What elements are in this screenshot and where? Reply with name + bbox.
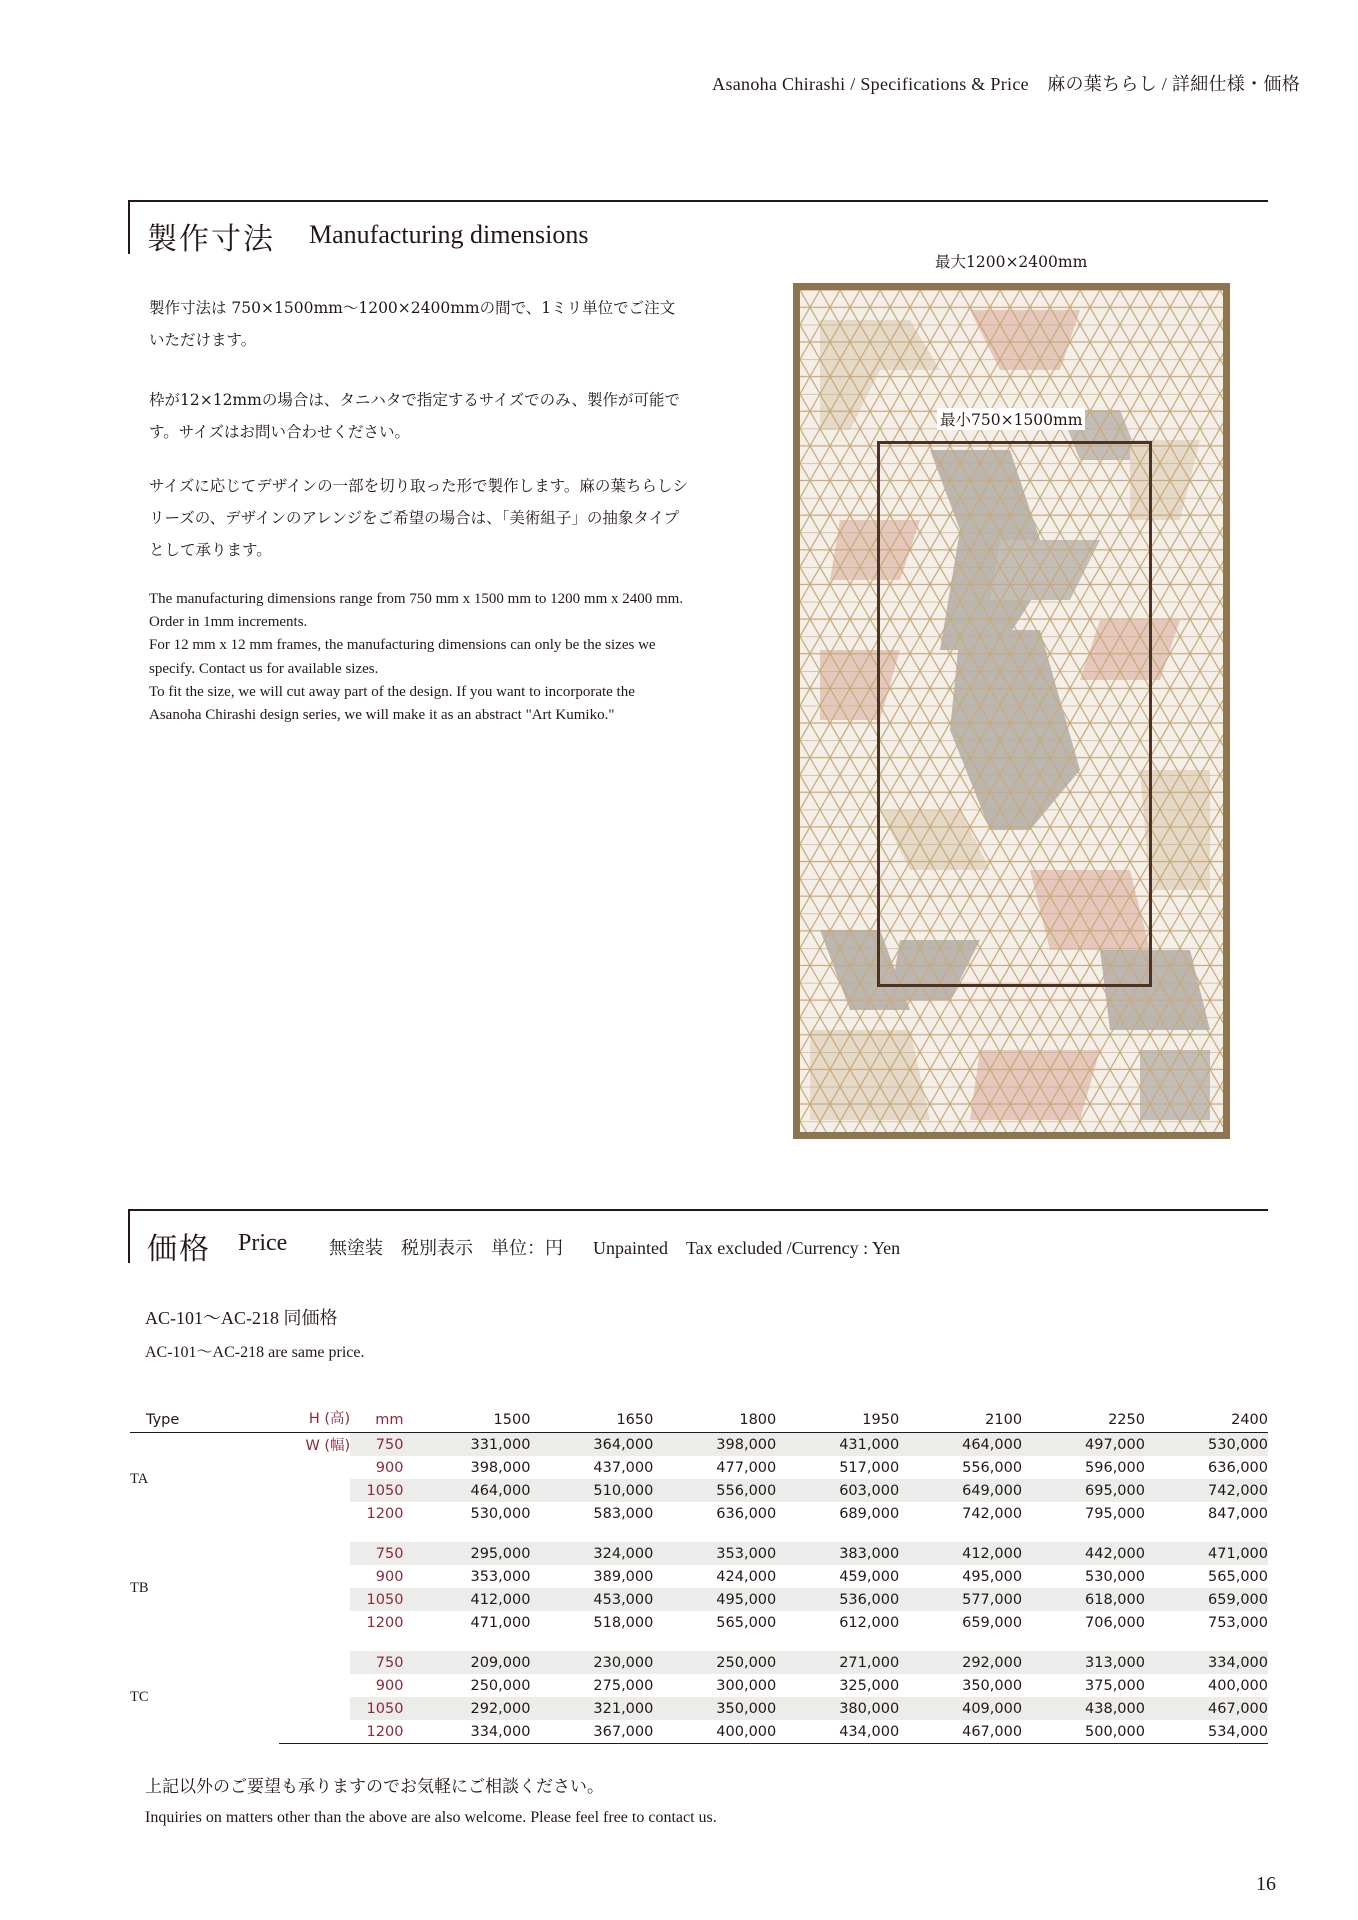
- group-spacer: [130, 1634, 1268, 1651]
- price-cell: 292,000: [899, 1651, 1022, 1674]
- footer-note-jp: 上記以外のご要望も承りますのでお気軽にご相談ください。: [145, 1777, 604, 1797]
- table-row: [130, 1651, 1268, 1674]
- price-cell: 389,000: [593, 1568, 654, 1585]
- price-cell: 325,000: [839, 1677, 900, 1694]
- price-cell: 753,000: [1208, 1614, 1268, 1631]
- price-cell: 510,000: [530, 1479, 653, 1502]
- width-value: 900: [375, 1568, 404, 1585]
- price-cell: 350,000: [962, 1677, 1023, 1694]
- height-header: 2250: [1022, 1398, 1145, 1433]
- price-cell: 556,000: [962, 1459, 1023, 1476]
- price-cell: 464,000: [899, 1433, 1022, 1457]
- dimensions-paragraph-3: サイズに応じてデザインの一部を切り取った形で製作します。麻の葉ちらしシリーズの、デザインのアレンジをご希望の場合は、「美術組子」の抽象タイプとして承ります。: [149, 477, 688, 559]
- price-cell: 250,000: [470, 1677, 531, 1694]
- price-cell: 795,000: [1085, 1505, 1145, 1522]
- price-title-en: Price: [238, 1230, 288, 1256]
- price-cell: 313,000: [1022, 1651, 1145, 1674]
- width-label-empty: [279, 1697, 351, 1720]
- type-label: TB: [130, 1579, 149, 1596]
- price-cell: 321,000: [530, 1697, 653, 1720]
- width-label-empty: [279, 1720, 351, 1744]
- width-label-empty: [279, 1565, 351, 1588]
- height-header: 1950: [776, 1398, 899, 1433]
- price-cell: 577,000: [899, 1588, 1022, 1611]
- price-cell: 649,000: [899, 1479, 1022, 1502]
- footer-note-en: Inquiries on matters other than the above are also welcome. Please feel free to contact us.: [145, 1809, 717, 1826]
- width-label-empty: [279, 1611, 351, 1634]
- price-cell: 530,000: [470, 1505, 531, 1522]
- price-cell: 659,000: [962, 1614, 1023, 1631]
- price-table-body: [130, 1433, 1268, 1744]
- min-size-label: 最小750×1500mm: [937, 408, 1085, 430]
- width-value: 750: [350, 1433, 403, 1457]
- height-header: 1650: [530, 1398, 653, 1433]
- price-cell: 583,000: [593, 1505, 654, 1522]
- price-cell: 565,000: [716, 1614, 777, 1631]
- table-row: [130, 1456, 1268, 1479]
- price-cell: 603,000: [776, 1479, 899, 1502]
- width-label-empty: [279, 1456, 351, 1479]
- table-row: [130, 1433, 1268, 1457]
- price-cell: 250,000: [653, 1651, 776, 1674]
- price-cell: 636,000: [1208, 1459, 1268, 1476]
- price-cell: 636,000: [716, 1505, 777, 1522]
- price-cell: 364,000: [530, 1433, 653, 1457]
- width-value: 1050: [350, 1588, 403, 1611]
- price-cell: 530,000: [1145, 1433, 1268, 1457]
- width-label-empty: [279, 1651, 351, 1674]
- price-cell: 471,000: [1145, 1542, 1268, 1565]
- price-cell: 706,000: [1085, 1614, 1145, 1631]
- width-value: 900: [375, 1459, 404, 1476]
- width-label: W (幅): [305, 1438, 351, 1454]
- price-cell: 596,000: [1085, 1459, 1145, 1476]
- price-cell: 442,000: [1022, 1542, 1145, 1565]
- type-label: TA: [130, 1470, 149, 1487]
- page-header: Asanoha Chirashi / Specifications & Price 麻の葉ちらし / 詳細仕様・価格: [712, 74, 1300, 94]
- width-value: 750: [350, 1542, 403, 1565]
- width-label-empty: [279, 1479, 351, 1502]
- price-cell: 400,000: [653, 1720, 776, 1744]
- price-cell: 400,000: [1208, 1677, 1268, 1694]
- price-cell: 497,000: [1022, 1433, 1145, 1457]
- section-rule: [128, 1209, 1268, 1211]
- dimensions-paragraph-1: 製作寸法は 750×1500mm〜1200×2400mmの間で、1ミリ単位でご注文いただけます。: [149, 299, 676, 349]
- price-cell: 659,000: [1145, 1588, 1268, 1611]
- height-header: 2400: [1145, 1398, 1268, 1433]
- table-row: [130, 1674, 1268, 1697]
- price-cell: 334,000: [1145, 1651, 1268, 1674]
- price-cell: 438,000: [1022, 1697, 1145, 1720]
- price-cell: 230,000: [530, 1651, 653, 1674]
- table-row: [130, 1542, 1268, 1565]
- mm-label: mm: [350, 1398, 403, 1433]
- price-cell: 453,000: [530, 1588, 653, 1611]
- table-row: [130, 1697, 1268, 1720]
- table-row: [130, 1565, 1268, 1588]
- price-cell: 847,000: [1208, 1505, 1268, 1522]
- min-size-frame: [877, 441, 1152, 987]
- price-meta-en: Unpainted Tax excluded /Currency : Yen: [593, 1238, 901, 1258]
- price-cell: 353,000: [653, 1542, 776, 1565]
- price-cell: 434,000: [776, 1720, 899, 1744]
- price-cell: 467,000: [899, 1720, 1022, 1744]
- table-row: [130, 1611, 1268, 1634]
- price-cell: 565,000: [1208, 1568, 1268, 1585]
- price-cell: 495,000: [653, 1588, 776, 1611]
- width-value: 1200: [350, 1720, 403, 1744]
- price-cell: 536,000: [776, 1588, 899, 1611]
- type-header: Type: [130, 1398, 279, 1433]
- price-cell: 534,000: [1145, 1720, 1268, 1744]
- width-label-empty: [279, 1502, 351, 1525]
- price-cell: 324,000: [530, 1542, 653, 1565]
- price-cell: 556,000: [653, 1479, 776, 1502]
- height-header: 1500: [403, 1398, 530, 1433]
- price-cell: 618,000: [1022, 1588, 1145, 1611]
- width-label-empty: [279, 1542, 351, 1565]
- width-value: 900: [375, 1677, 404, 1694]
- price-cell: 412,000: [899, 1542, 1022, 1565]
- price-cell: 471,000: [470, 1614, 531, 1631]
- price-cell: 612,000: [839, 1614, 900, 1631]
- price-cell: 689,000: [839, 1505, 900, 1522]
- price-cell: 467,000: [1145, 1697, 1268, 1720]
- same-price-en: AC-101〜AC-218 are same price.: [145, 1344, 365, 1361]
- price-cell: 424,000: [716, 1568, 777, 1585]
- price-cell: 375,000: [1085, 1677, 1145, 1694]
- section-rule: [128, 200, 1268, 202]
- table-row: [130, 1502, 1268, 1525]
- price-table: [130, 1398, 1268, 1744]
- width-label-empty: [279, 1674, 351, 1697]
- height-header: 1800: [653, 1398, 776, 1433]
- price-cell: 464,000: [403, 1479, 530, 1502]
- price-cell: 353,000: [470, 1568, 531, 1585]
- type-label: TC: [130, 1688, 149, 1705]
- table-row: [130, 1588, 1268, 1611]
- price-cell: 742,000: [1145, 1479, 1268, 1502]
- table-header-row: [130, 1398, 1268, 1433]
- price-cell: 409,000: [899, 1697, 1022, 1720]
- width-value: 1200: [366, 1614, 404, 1631]
- price-cell: 271,000: [776, 1651, 899, 1674]
- width-label-empty: [279, 1588, 351, 1611]
- price-cell: 398,000: [653, 1433, 776, 1457]
- price-cell: 495,000: [962, 1568, 1023, 1585]
- section-tick: [128, 200, 130, 254]
- price-cell: 518,000: [593, 1614, 654, 1631]
- max-size-label: 最大1200×2400mm: [932, 250, 1090, 272]
- price-cell: 209,000: [403, 1651, 530, 1674]
- price-cell: 292,000: [403, 1697, 530, 1720]
- height-header: 2100: [899, 1398, 1022, 1433]
- price-cell: 695,000: [1022, 1479, 1145, 1502]
- height-label: H (高): [279, 1398, 351, 1433]
- price-cell: 437,000: [593, 1459, 654, 1476]
- price-cell: 300,000: [716, 1677, 777, 1694]
- dimensions-title-jp: 製作寸法: [147, 222, 275, 257]
- page-number: 16: [1256, 1873, 1276, 1895]
- price-cell: 398,000: [470, 1459, 531, 1476]
- price-cell: 275,000: [593, 1677, 654, 1694]
- price-cell: 412,000: [403, 1588, 530, 1611]
- price-cell: 367,000: [530, 1720, 653, 1744]
- price-cell: 530,000: [1085, 1568, 1145, 1585]
- price-meta-jp: 無塗装 税別表示 単位：円: [329, 1238, 563, 1259]
- price-cell: 459,000: [839, 1568, 900, 1585]
- table-row: [130, 1479, 1268, 1502]
- width-value: 750: [350, 1651, 403, 1674]
- dimensions-paragraph-en: The manufacturing dimensions range from 750 mm x 1500 mm to 1200 mm x 2400 mm. Order in 1mm increments. For 12 mm x 12 mm frames, the manufacturing dimensions can only be the sizes we specify. Contact us for available sizes. To fit the size, we will cut away part of the design. If you want to incorporate the Asanoha Chirashi design series, we will make it as an abstract "Art Kumiko.": [149, 591, 684, 724]
- price-cell: 295,000: [403, 1542, 530, 1565]
- price-cell: 334,000: [403, 1720, 530, 1744]
- price-cell: 742,000: [962, 1505, 1023, 1522]
- price-cell: 431,000: [776, 1433, 899, 1457]
- price-cell: 500,000: [1022, 1720, 1145, 1744]
- group-spacer: [130, 1525, 1268, 1542]
- same-price-jp: AC-101〜AC-218 同価格: [145, 1308, 338, 1328]
- section-tick: [128, 1209, 130, 1263]
- width-value: 1050: [350, 1479, 403, 1502]
- price-cell: 350,000: [653, 1697, 776, 1720]
- dimensions-title-en: Manufacturing dimensions: [309, 220, 589, 249]
- price-cell: 383,000: [776, 1542, 899, 1565]
- price-cell: 517,000: [839, 1459, 900, 1476]
- table-row: [130, 1720, 1268, 1744]
- width-value: 1200: [366, 1505, 404, 1522]
- price-cell: 380,000: [776, 1697, 899, 1720]
- price-cell: 331,000: [403, 1433, 530, 1457]
- price-title-jp: 価格: [147, 1232, 211, 1267]
- dimensions-paragraph-2: 枠が12×12mmの場合は、タニハタで指定するサイズでのみ、製作が可能です。サイズはお問い合わせください。: [149, 391, 681, 441]
- width-value: 1050: [350, 1697, 403, 1720]
- price-cell: 477,000: [716, 1459, 777, 1476]
